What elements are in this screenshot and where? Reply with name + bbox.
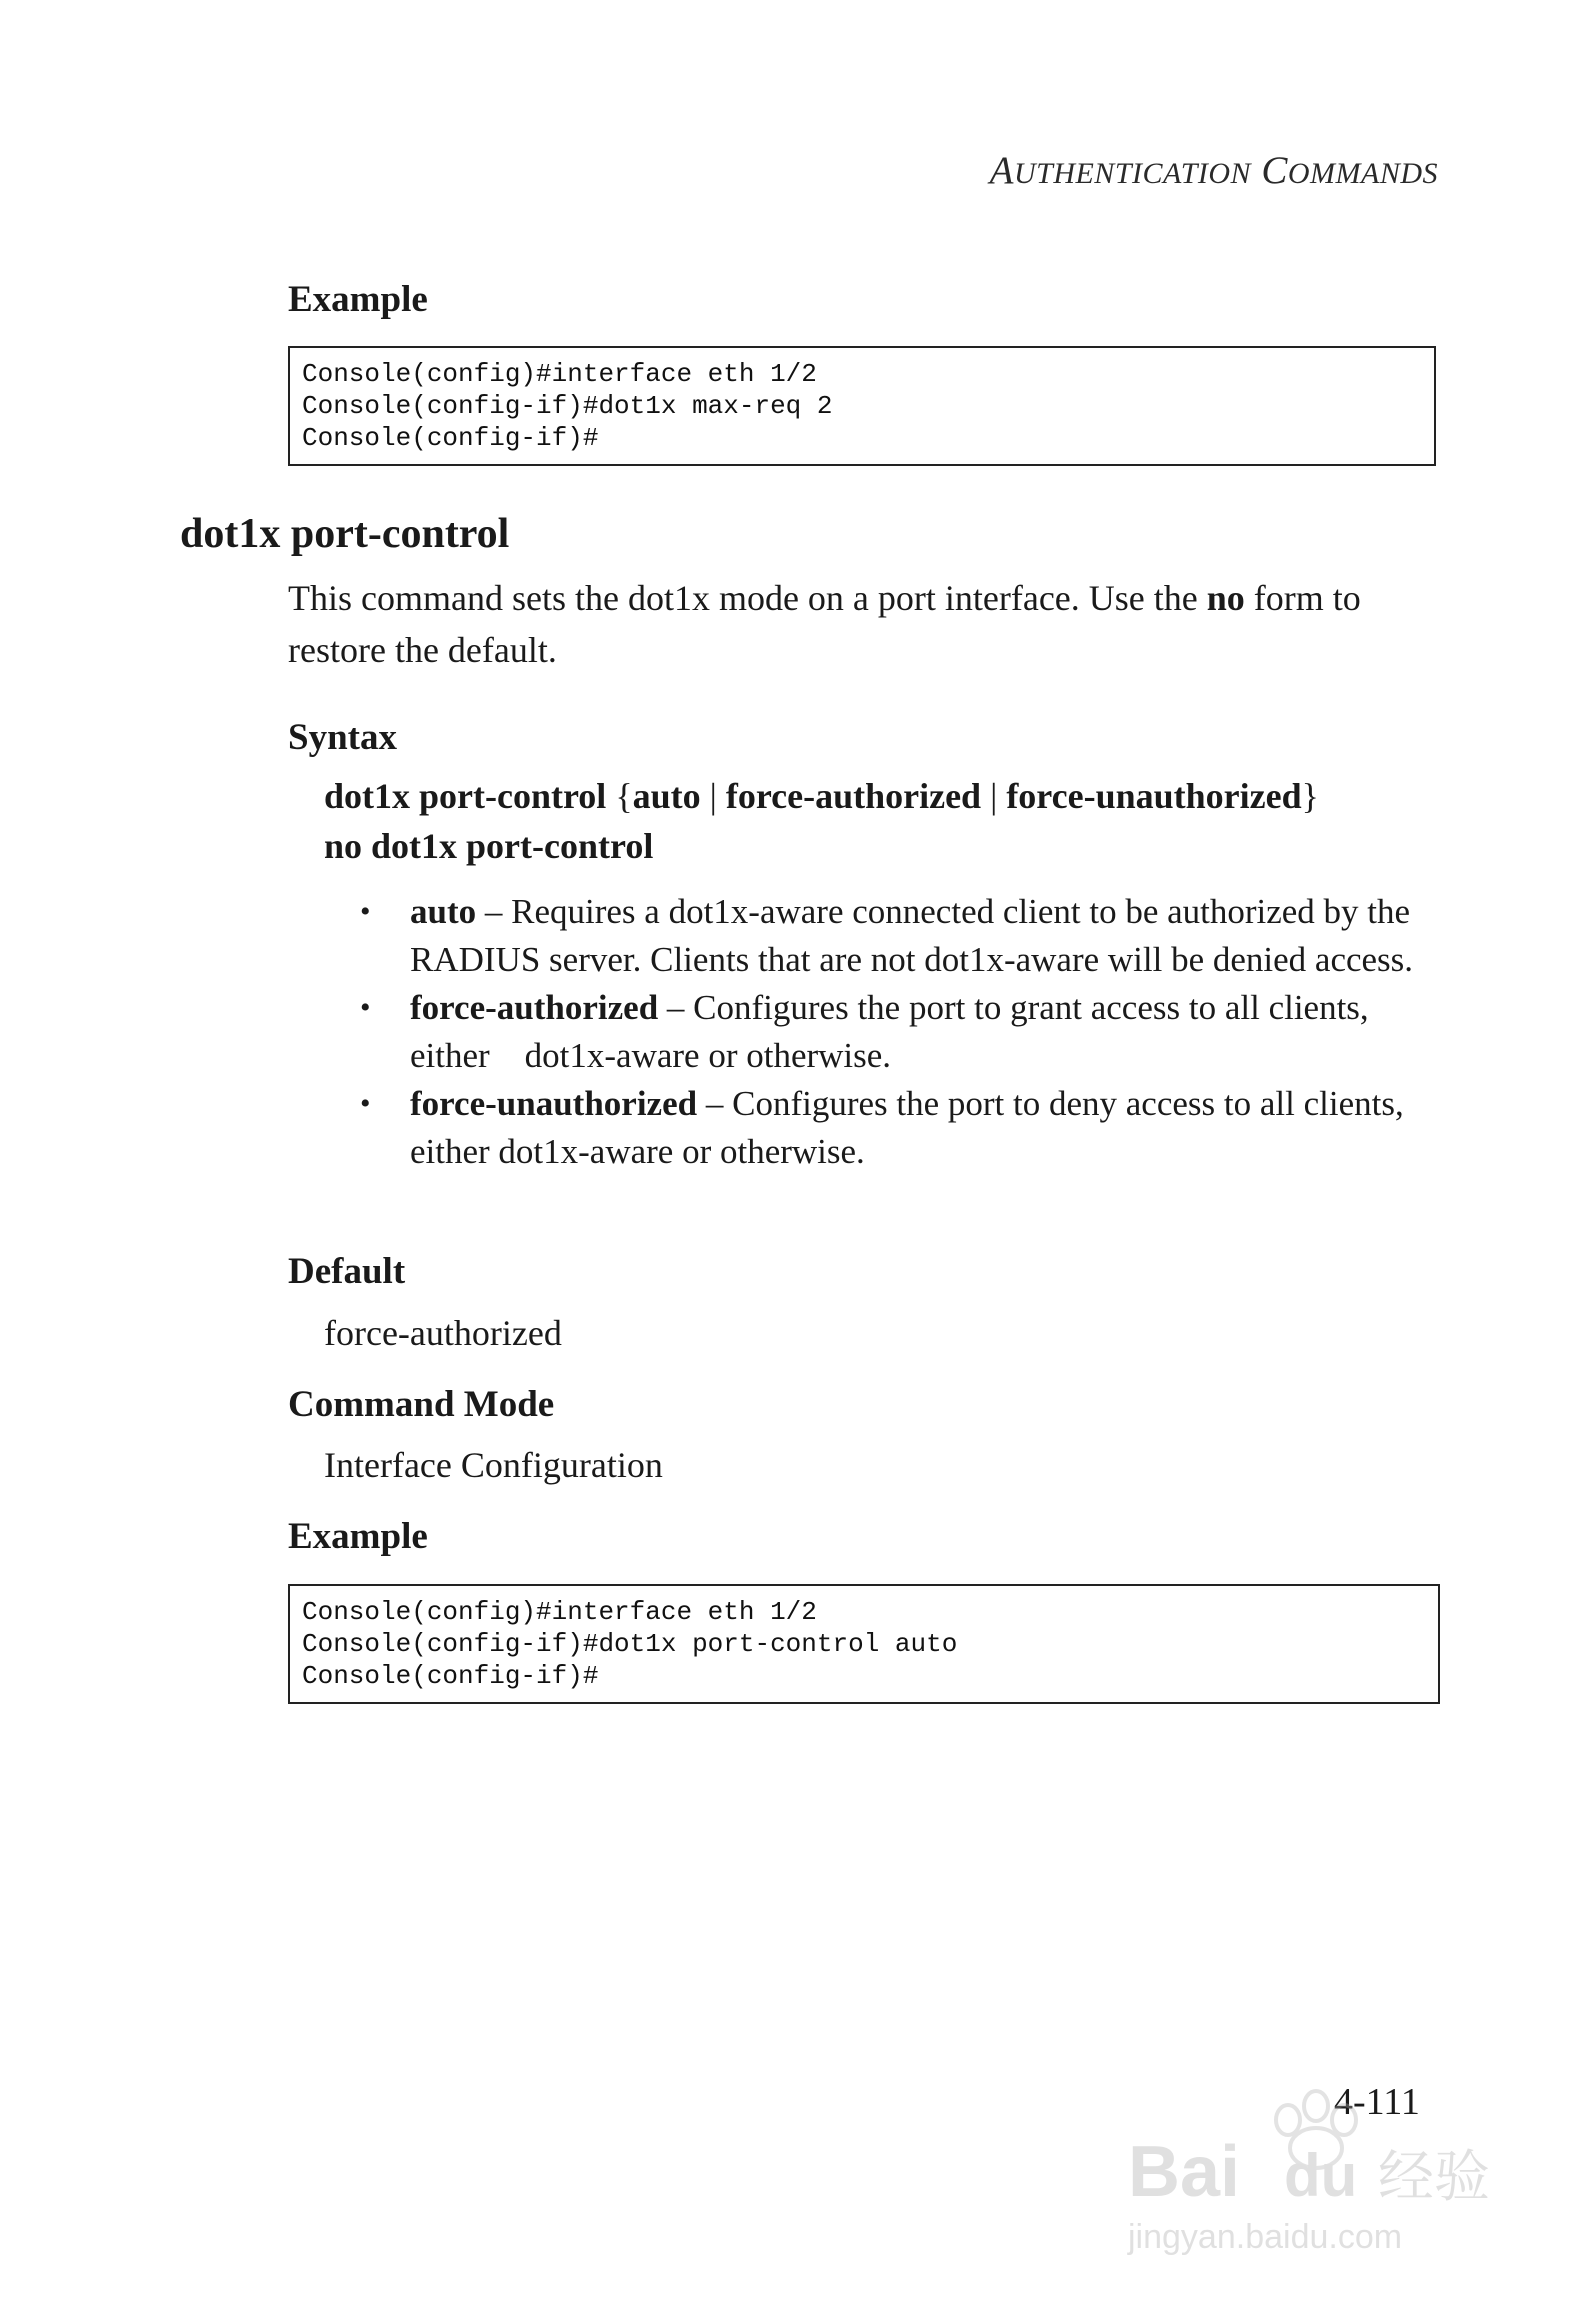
running-head-initial-2: C	[1261, 149, 1288, 192]
example1-heading: Example	[288, 279, 428, 320]
bullet-term: force-authorized	[410, 988, 659, 1027]
syntax-heading: Syntax	[288, 717, 397, 758]
parameter-list	[360, 888, 1440, 1176]
bullet-term: force-unauthorized	[410, 1084, 698, 1123]
syntax-option-force-authorized: force-authorized	[725, 776, 982, 816]
description-text-end: form to restore the default.	[288, 578, 1361, 670]
command-mode-heading: Command Mode	[288, 1384, 555, 1425]
bullet-term: auto	[410, 892, 477, 931]
syntax-option-auto: auto	[632, 776, 701, 816]
description-bold-no: no	[1206, 578, 1245, 618]
watermark-brand-right: du	[1284, 2142, 1358, 2209]
bullet-icon: •	[360, 895, 371, 928]
example2-code-block	[288, 1584, 1440, 1704]
watermark-url: jingyan.baidu.com	[1128, 2218, 1403, 2256]
default-value: force-authorized	[324, 1313, 562, 1353]
command-description	[288, 572, 1438, 676]
bullet-icon: •	[360, 1087, 371, 1120]
syntax-command: dot1x port-control	[324, 776, 616, 816]
baidu-jingyan-watermark	[1120, 2068, 1500, 2268]
syntax-option-force-unauthorized: force-unauthorized	[1006, 776, 1302, 816]
syntax-separator: |	[700, 776, 726, 816]
code-line: Console(config-if)#dot1x max-req 2	[302, 391, 833, 421]
syntax-brace-open: {	[615, 776, 633, 816]
command-title: dot1x port-control	[180, 511, 510, 557]
running-head-rest-2: OMMANDS	[1287, 157, 1438, 190]
bullet-text: – Requires a dot1x-aware connected client to be authorized by the RADIUS server. Clients that are not dot1x-aware will be denied access.	[410, 892, 1414, 979]
syntax-line-1	[324, 772, 1319, 820]
running-head	[990, 148, 1438, 193]
syntax-separator: |	[981, 776, 1007, 816]
code-line: Console(config)#interface eth 1/2	[302, 359, 817, 389]
list-item	[360, 1080, 1440, 1176]
command-mode-value: Interface Configuration	[324, 1445, 663, 1485]
list-item	[360, 888, 1440, 984]
watermark-brand-left: Bai	[1128, 2132, 1241, 2212]
page-number: 4-111	[1334, 2081, 1420, 2123]
example1-code-block	[288, 346, 1436, 466]
description-text: This command sets the dot1x mode on a port interface. Use the	[288, 578, 1207, 618]
code-line: Console(config-if)#	[302, 1661, 599, 1691]
running-head-rest-1: UTHENTICATION	[1013, 157, 1252, 190]
syntax-brace-close: }	[1301, 776, 1319, 816]
list-item	[360, 984, 1440, 1080]
syntax-line-2: no dot1x port-control	[324, 826, 654, 866]
bullet-text: – Configures the port to grant access to all clients, either dot1x-aware or otherwise.	[410, 988, 1378, 1075]
running-head-initial-1: A	[989, 149, 1014, 192]
bullet-icon: •	[360, 991, 371, 1024]
code-line: Console(config-if)#dot1x port-control auto	[302, 1629, 958, 1659]
code-line: Console(config)#interface eth 1/2	[302, 1597, 817, 1627]
code-line: Console(config-if)#	[302, 423, 599, 453]
default-heading: Default	[288, 1251, 406, 1292]
example2-heading: Example	[288, 1516, 428, 1557]
watermark-brand-cn: 经验	[1378, 2145, 1490, 2208]
bullet-text: – Configures the port to deny access to all clients, either dot1x-aware or otherwise.	[410, 1084, 1404, 1171]
